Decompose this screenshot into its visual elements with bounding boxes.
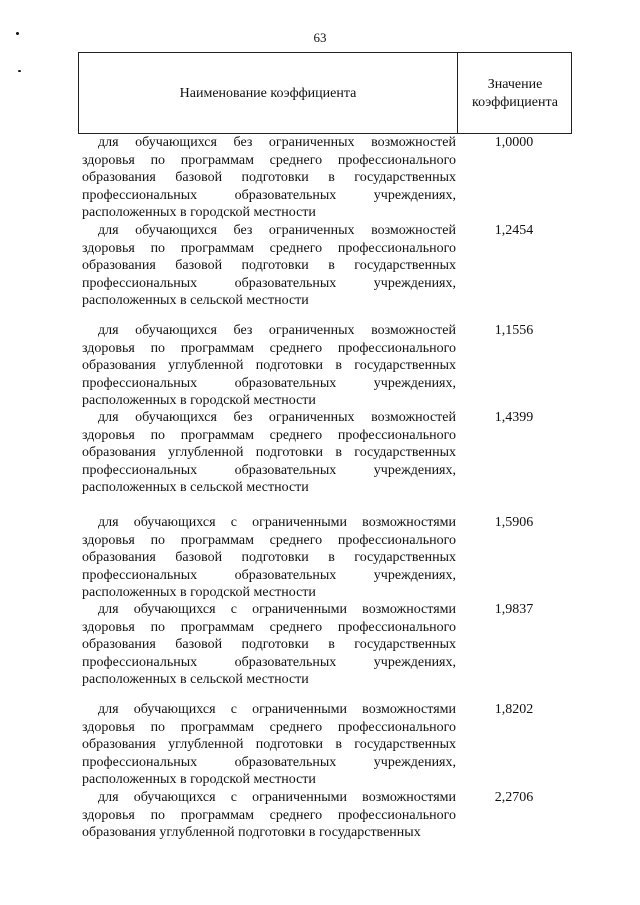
row-value: 1,1556 [494,323,534,338]
row-value: 1,5906 [494,515,534,530]
row-value: 1,8202 [494,702,534,717]
row-value: 1,2454 [494,223,534,238]
header-coefficient-value [458,53,572,135]
scan-artifact [16,32,19,35]
header-value-line1: Значение [487,77,543,92]
row-description: для обучающихся с ограниченными возможностями здоровья по программам среднего профессионального образования базовой подготовки в государственных профессиональных образовательных учреждениях, расположенных в городской местности [82,515,456,601]
row-description: для обучающихся с ограниченными возможностями здоровья по программам среднего профессионального образования углубленной подготовки в государственных профессиональных образовательных учреждениях, расположенных в городской местности [82,702,456,788]
row-description: для обучающихся с ограниченными возможностями здоровья по программам среднего профессионального образования углубленной подготовки в государственных [82,790,456,841]
page-number: 63 [313,30,327,45]
scan-artifact [18,70,21,72]
coefficient-table [78,52,572,905]
row-value: 1,0000 [494,135,534,150]
header-value-line2: коэффициента [472,95,558,110]
row-value: 1,4399 [494,410,534,425]
row-description: для обучающихся без ограниченных возможностей здоровья по программам среднего профессионального образования базовой подготовки в государственных профессиональных образовательных учреждениях, расположенных в городской местности [82,135,456,221]
row-value: 2,2706 [494,790,534,805]
header-coefficient-name: Наименование коэффициента [179,86,357,101]
row-description: для обучающихся без ограниченных возможностей здоровья по программам среднего профессионального образования базовой подготовки в государственных профессиональных образовательных учреждениях, расположенных в сельской местности [82,223,456,309]
row-description: для обучающихся без ограниченных возможностей здоровья по программам среднего профессионального образования углубленной подготовки в государственных профессиональных образовательных учреждениях, расположенных в сельской местности [82,410,456,496]
row-description: для обучающихся с ограниченными возможностями здоровья по программам среднего профессионального образования базовой подготовки в государственных профессиональных образовательных учреждениях, расположенных в сельской местности [82,602,456,688]
row-description: для обучающихся без ограниченных возможностей здоровья по программам среднего профессионального образования углубленной подготовки в государственных профессиональных образовательных учреждениях, расположенных в городской местности [82,323,456,409]
row-value: 1,9837 [494,602,534,617]
table-header [78,52,572,134]
